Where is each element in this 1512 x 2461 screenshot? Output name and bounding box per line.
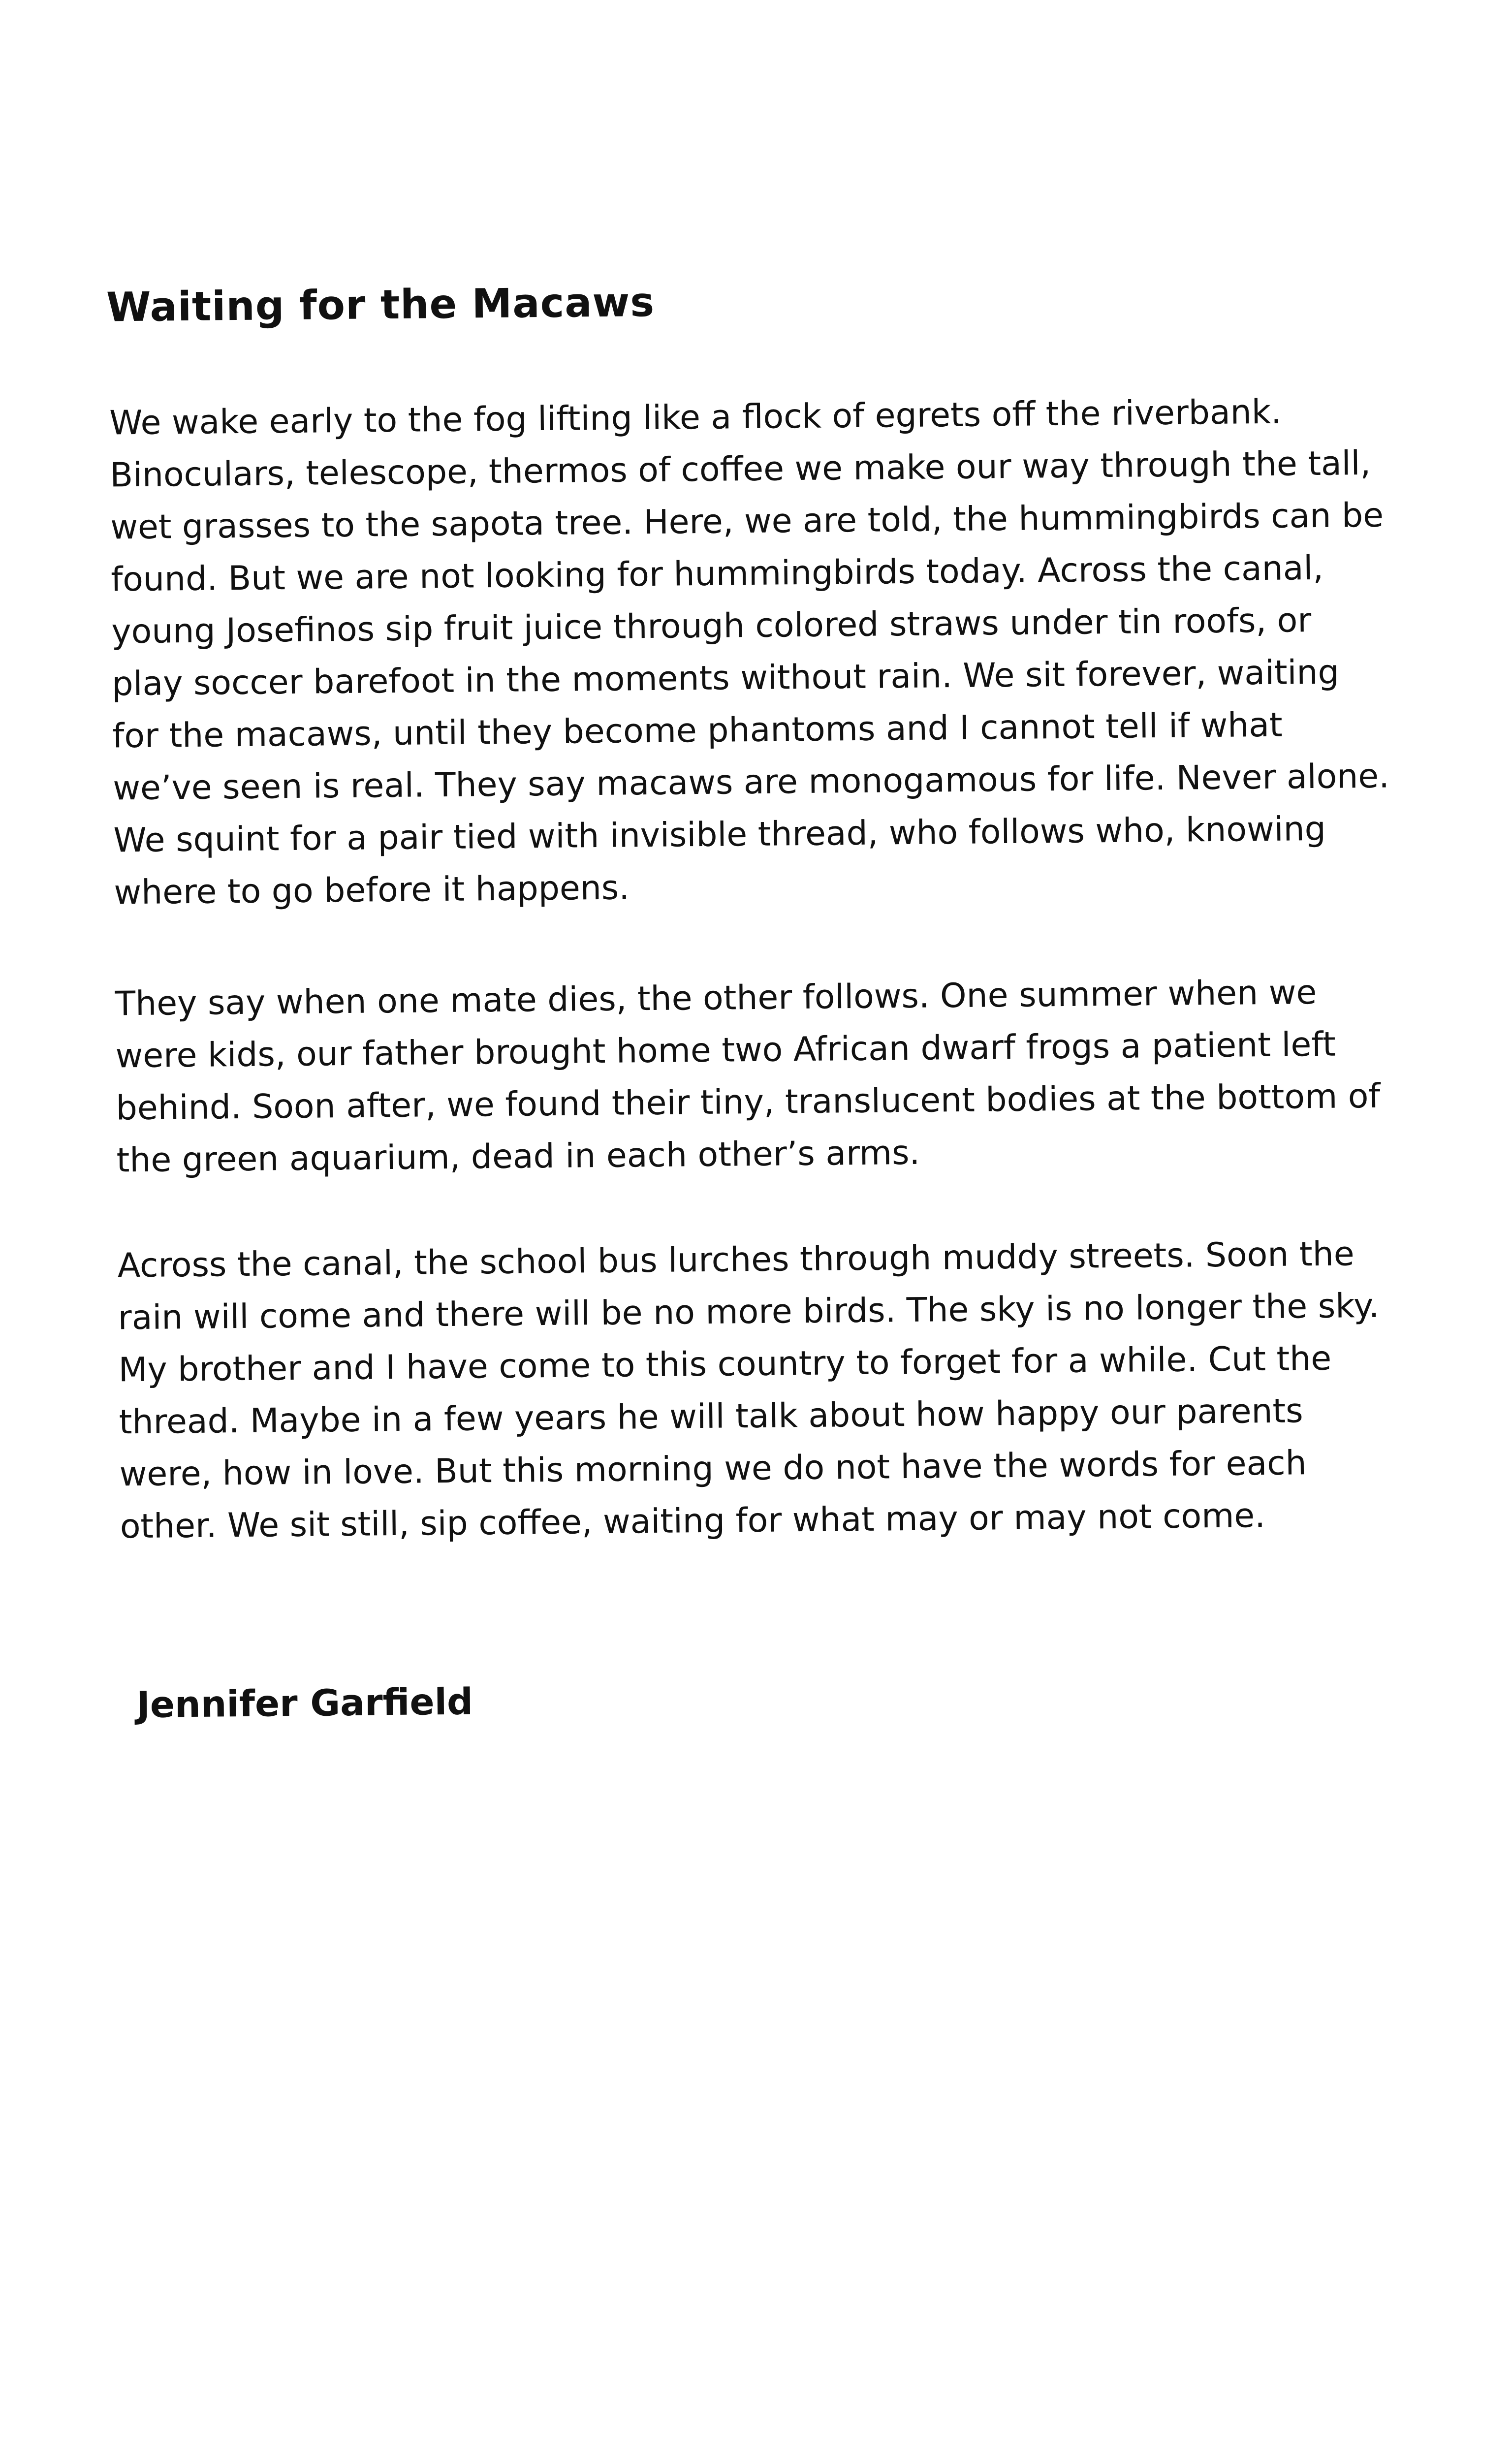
stanza-line: We wake early to the fog lifting like a flock of egrets off the riverbank.: [109, 392, 1282, 443]
stanza-line: for the macaws, until they become phantoms and I cannot tell if what: [112, 705, 1283, 756]
stanza-line: young Josefinos sip fruit juice through colored straws under tin roofs, or: [111, 601, 1312, 652]
stanza-line: where to go before it happens.: [114, 868, 630, 913]
stanza-line: we’ve seen is real. They say macaws are monogamous for life. Never alone.: [113, 757, 1390, 808]
stanza-2: [115, 966, 1381, 1187]
stanza-line: My brother and I have come to this country to forget for a while. Cut the: [118, 1339, 1332, 1390]
stanza-line: were kids, our father brought home two African dwarf frogs a patient left: [115, 1025, 1336, 1076]
stanza-line: thread. Maybe in a few years he will talk about how happy our parents: [119, 1391, 1304, 1442]
stanza-3: [117, 1228, 1382, 1553]
stanza-line: behind. Soon after, we found their tiny, translucent bodies at the bottom of: [116, 1076, 1381, 1128]
poem-title: Waiting for the Macaws: [106, 279, 655, 331]
stanza-line: the green aquarium, dead in each other’s arms.: [116, 1133, 920, 1180]
stanza-line: Across the canal, the school bus lurches through muddy streets. Soon the: [117, 1234, 1354, 1286]
stanza-line: found. But we are not looking for hummingbirds today. Across the canal,: [111, 548, 1324, 599]
stanza-line: Binoculars, telescope, thermos of coffee we make our way through the tall,: [109, 443, 1371, 495]
stanza-line: rain will come and there will be no more birds. The sky is no longer the sky.: [118, 1286, 1380, 1338]
stanza-line: were, how in love. But this morning we do not have the words for each: [119, 1444, 1307, 1494]
stanza-line: other. We sit still, sip coffee, waiting for what may or may not come.: [120, 1496, 1266, 1546]
stanza-line: wet grasses to the sapota tree. Here, we are told, the hummingbirds can be: [110, 496, 1384, 547]
poem-author: Jennifer Garfield: [136, 1680, 473, 1727]
stanza-line: play soccer barefoot in the moments without rain. We sit forever, waiting: [112, 653, 1340, 704]
stanza-line: We squint for a pair tied with invisible thread, who follows who, knowing: [113, 809, 1326, 860]
stanza-line: They say when one mate dies, the other follows. One summer when we: [115, 973, 1317, 1024]
stanza-1: [109, 385, 1390, 919]
